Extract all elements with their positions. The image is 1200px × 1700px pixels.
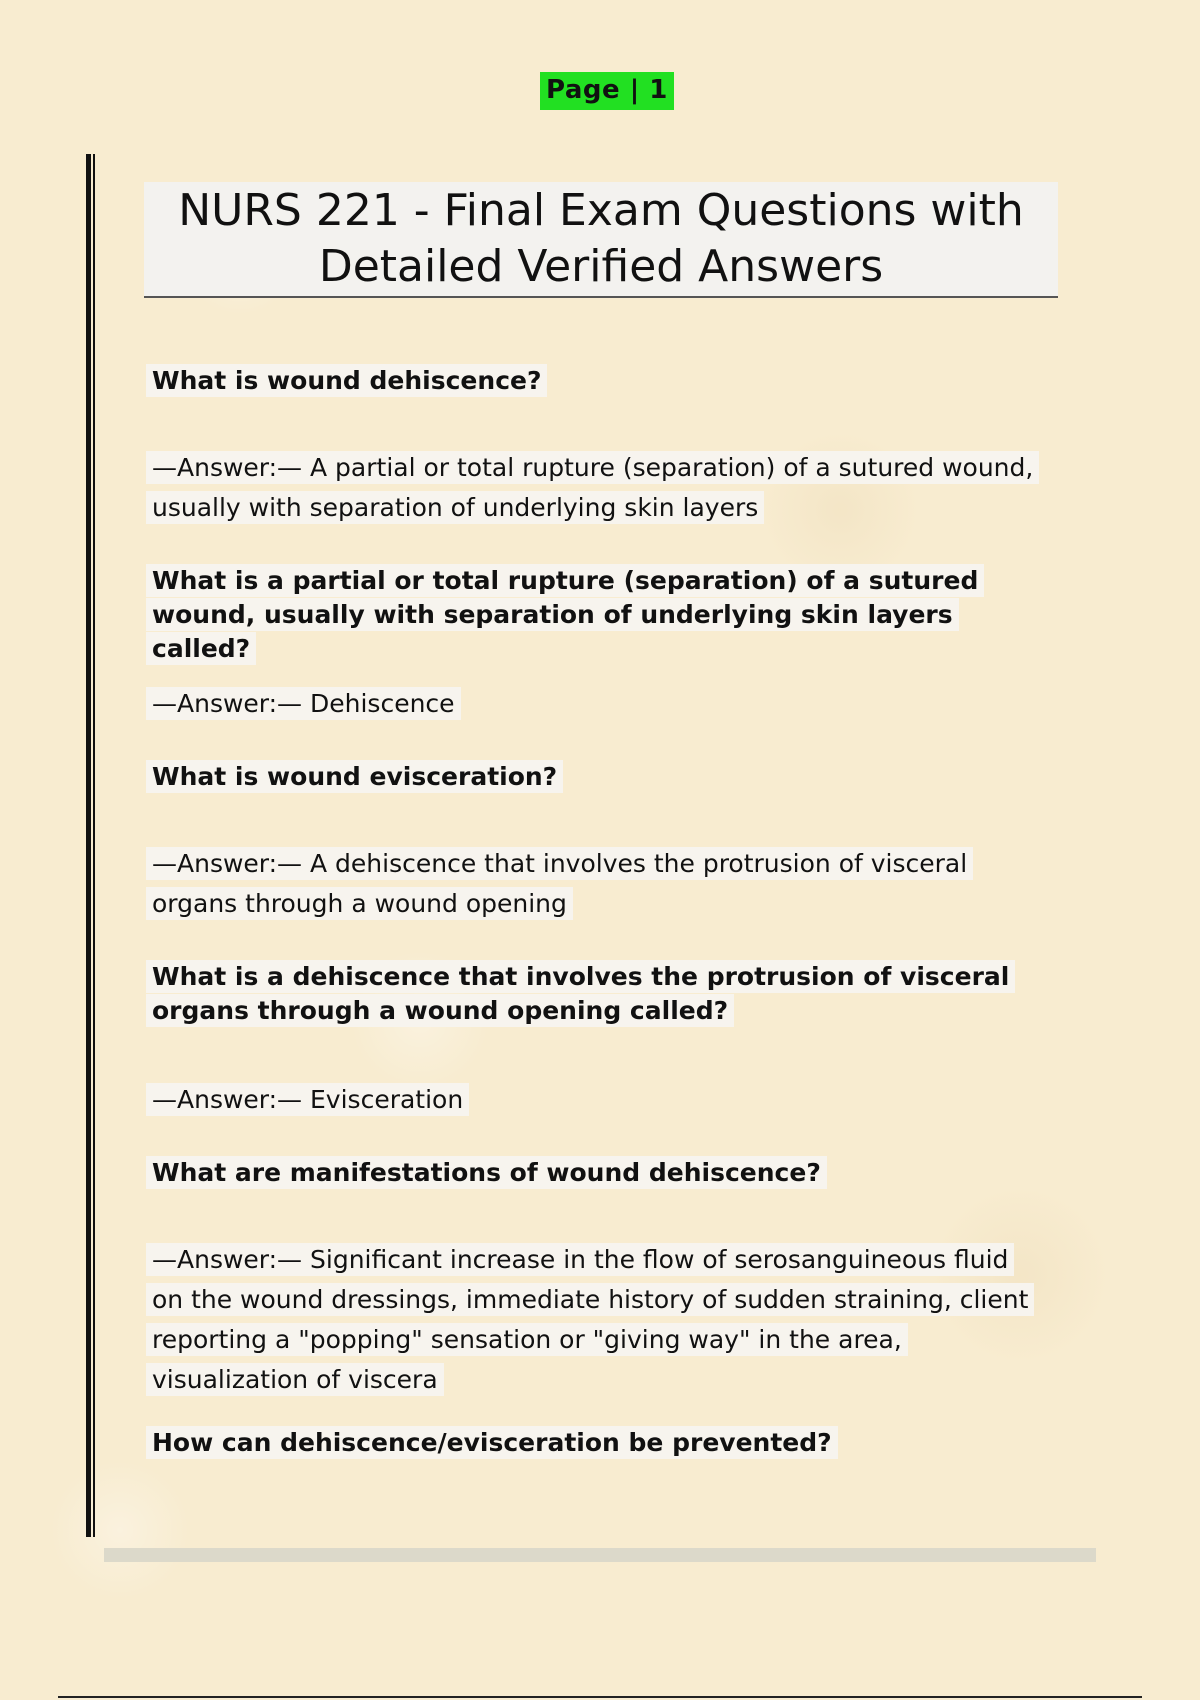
answer-1 [146, 448, 1046, 528]
question-2-text: What is a partial or total rupture (separation) of a sutured wound, usually with separation of underlying skin layers called? [146, 564, 984, 665]
question-3-text: What is wound evisceration? [146, 760, 563, 793]
question-1 [146, 364, 1046, 398]
question-6 [146, 1426, 1046, 1460]
answer-5-text: —Answer:— Significant increase in the flow of serosanguineous fluid on the wound dressings, immediate history of sudden straining, client reporting a "popping" sensation or "giving way" in the area, visualization of viscera [146, 1243, 1034, 1396]
document-title: NURS 221 - Final Exam Questions with Detailed Verified Answers [178, 185, 1024, 292]
answer-5 [146, 1240, 1046, 1400]
answer-4 [146, 1080, 1046, 1120]
question-6-text: How can dehiscence/evisceration be prevented? [146, 1426, 838, 1459]
question-1-text: What is wound dehiscence? [146, 364, 547, 397]
question-4 [146, 960, 1046, 1028]
answer-1-text: —Answer:— A partial or total rupture (separation) of a sutured wound, usually with separation of underlying skin layers [146, 451, 1039, 524]
left-border-bar [86, 154, 91, 1537]
bottom-rule [58, 1696, 1142, 1698]
question-5-text: What are manifestations of wound dehiscence? [146, 1156, 827, 1189]
question-4-text: What is a dehiscence that involves the protrusion of visceral organs through a wound opening called? [146, 960, 1015, 1027]
answer-3-text: —Answer:— A dehiscence that involves the protrusion of visceral organs through a wound opening [146, 847, 973, 920]
question-2 [146, 564, 1046, 666]
question-3 [146, 760, 1046, 794]
footer-band [104, 1548, 1096, 1562]
answer-3 [146, 844, 1046, 924]
question-5 [146, 1156, 1046, 1190]
answer-2 [146, 684, 1046, 724]
page-number-label [540, 72, 674, 110]
title-box [144, 182, 1058, 298]
answer-4-text: —Answer:— Evisceration [146, 1083, 469, 1116]
page-number-text: Page | 1 [546, 75, 668, 105]
answer-2-text: —Answer:— Dehiscence [146, 687, 461, 720]
